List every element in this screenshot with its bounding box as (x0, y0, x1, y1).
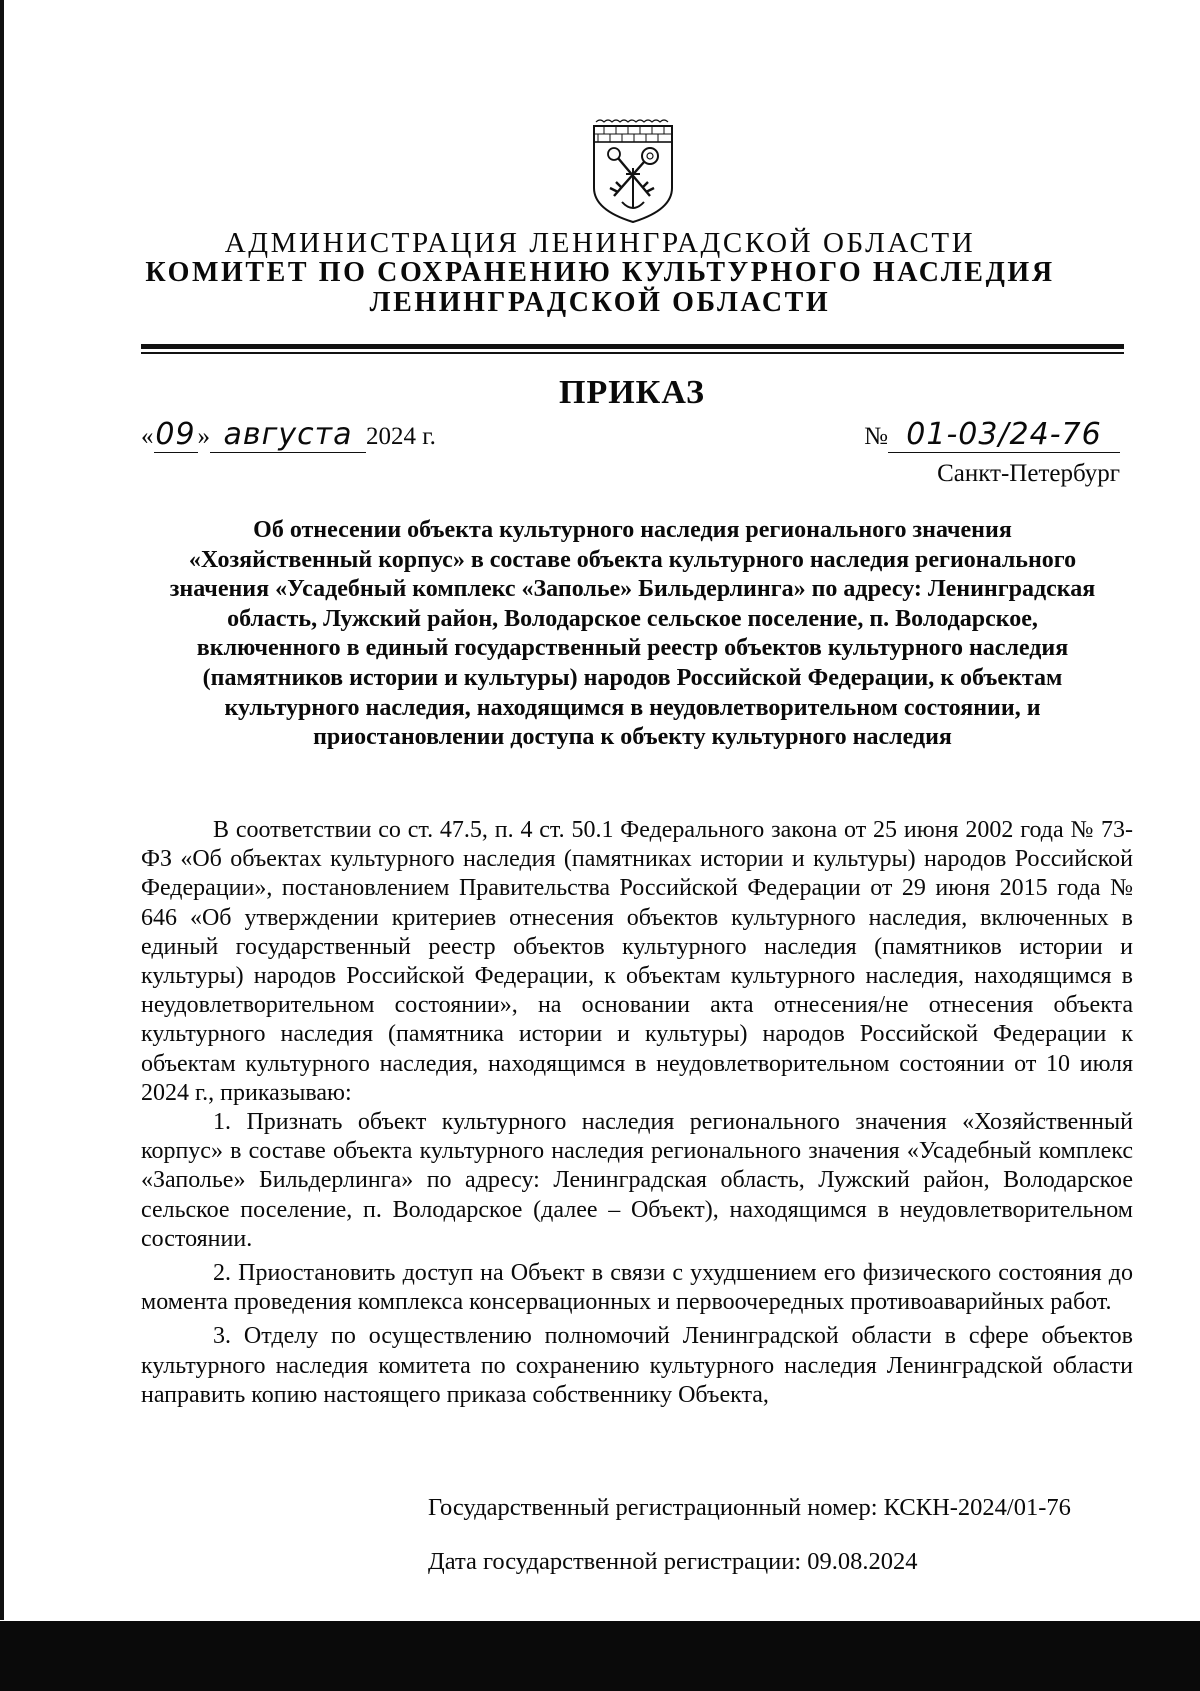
date-month-handwritten: августа (210, 418, 366, 453)
administration-heading: АДМИНИСТРАЦИЯ ЛЕНИНГРАДСКОЙ ОБЛАСТИ (224, 227, 976, 259)
scan-bottom-band (0, 1621, 1200, 1691)
body-item-2: 2. Приостановить доступ на Объект в связи с ухудшением его физического состояния до момента проведения комплекса консервационных и первоочередных противоаварийных работ. (141, 1260, 1133, 1316)
order-number-handwritten: 01-03/24-76 (888, 418, 1120, 453)
registration-date-stamp: Дата государственной регистрации: 09.08.2024 (428, 1548, 918, 1575)
body-intro-paragraph: В соответствии со ст. 47.5, п. 4 ст. 50.1 Федерального закона от 25 июня 2002 года № 73-ФЗ «Об объектах культурного наследия (памятниках истории и культуры) народов Российской Федерации», постановлением Правительства Российской Федерации от 29 июня 2015 года № 646 «Об утверждении критериев отнесения объектов культурного наследия, включенных в единый государственный реестр объектов культурного наследия (памятников истории и культуры) народов Российской Федерации, к объектам культурного наследия, находящимся в неудовлетворительном состоянии», на основании акта отнесения/не отнесения объекта культурного наследия (памятника истории и культуры) народов Российской Федерации к объектам культурного наследия, находящимся в неудовлетворительном состоянии от 10 июля 2024 г., приказываю: (141, 817, 1133, 1106)
date-close-quote: » (197, 423, 210, 450)
order-date (141, 418, 436, 458)
body-item-3: 3. Отделу по осуществлению полномочий Ленинградской области в сфере объектов культурного наследия комитета по сохранению культурного наследия Ленинградской области направить копию настоящего приказа собственнику Объекта, (141, 1323, 1133, 1408)
header-divider-thin (141, 352, 1124, 354)
order-city: Санкт-Петербург (937, 460, 1120, 487)
date-year: 2024 г. (366, 423, 436, 450)
order-number (864, 418, 1120, 453)
committee-heading: КОМИТЕТ ПО СОХРАНЕНИЮ КУЛЬТУРНОГО НАСЛЕДИЯ (145, 257, 1055, 288)
region-heading: ЛЕНИНГРАДСКОЙ ОБЛАСТИ (369, 287, 831, 318)
registration-number-stamp: Государственный регистрационный номер: КСКН-2024/01-76 (428, 1494, 1071, 1521)
number-prefix: № (864, 423, 888, 450)
date-open-quote: « (141, 423, 154, 450)
date-day-handwritten: 09 (155, 417, 196, 452)
body-item-1: 1. Признать объект культурного наследия регионального значения «Хозяйственный корпус» в составе объекта культурного наследия регионального значения «Усадебный комплекс «Заполье» Бильдерлинга» по адресу: Ленинградская область, Лужский район, Володарское сельское поселение, п. Володарское (далее – Объект), находящимся в неудовлетворительном состоянии. (141, 1109, 1133, 1252)
leningrad-oblast-coat-of-arms-icon (588, 118, 678, 226)
order-title: ПРИКАЗ (559, 374, 705, 411)
order-body (141, 816, 1133, 1410)
header-divider-thick (141, 344, 1124, 349)
order-subject: Об отнесении объекта культурного наследия регионального значения «Хозяйственный корпус» в составе объекта культурного наследия регионального значения «Усадебный комплекс «Заполье» Бильдерлинга» по адресу: Ленинградская область, Лужский район, Володарское сельское поселение, п. Володарское, включенного в единый государственный реестр объектов культурного наследия (памятников истории и культуры) народов Российской Федерации, к объектам культурного наследия, находящимся в неудовлетворительном состоянии, и приостановлении доступа к объекту культурного наследия (169, 517, 1096, 751)
